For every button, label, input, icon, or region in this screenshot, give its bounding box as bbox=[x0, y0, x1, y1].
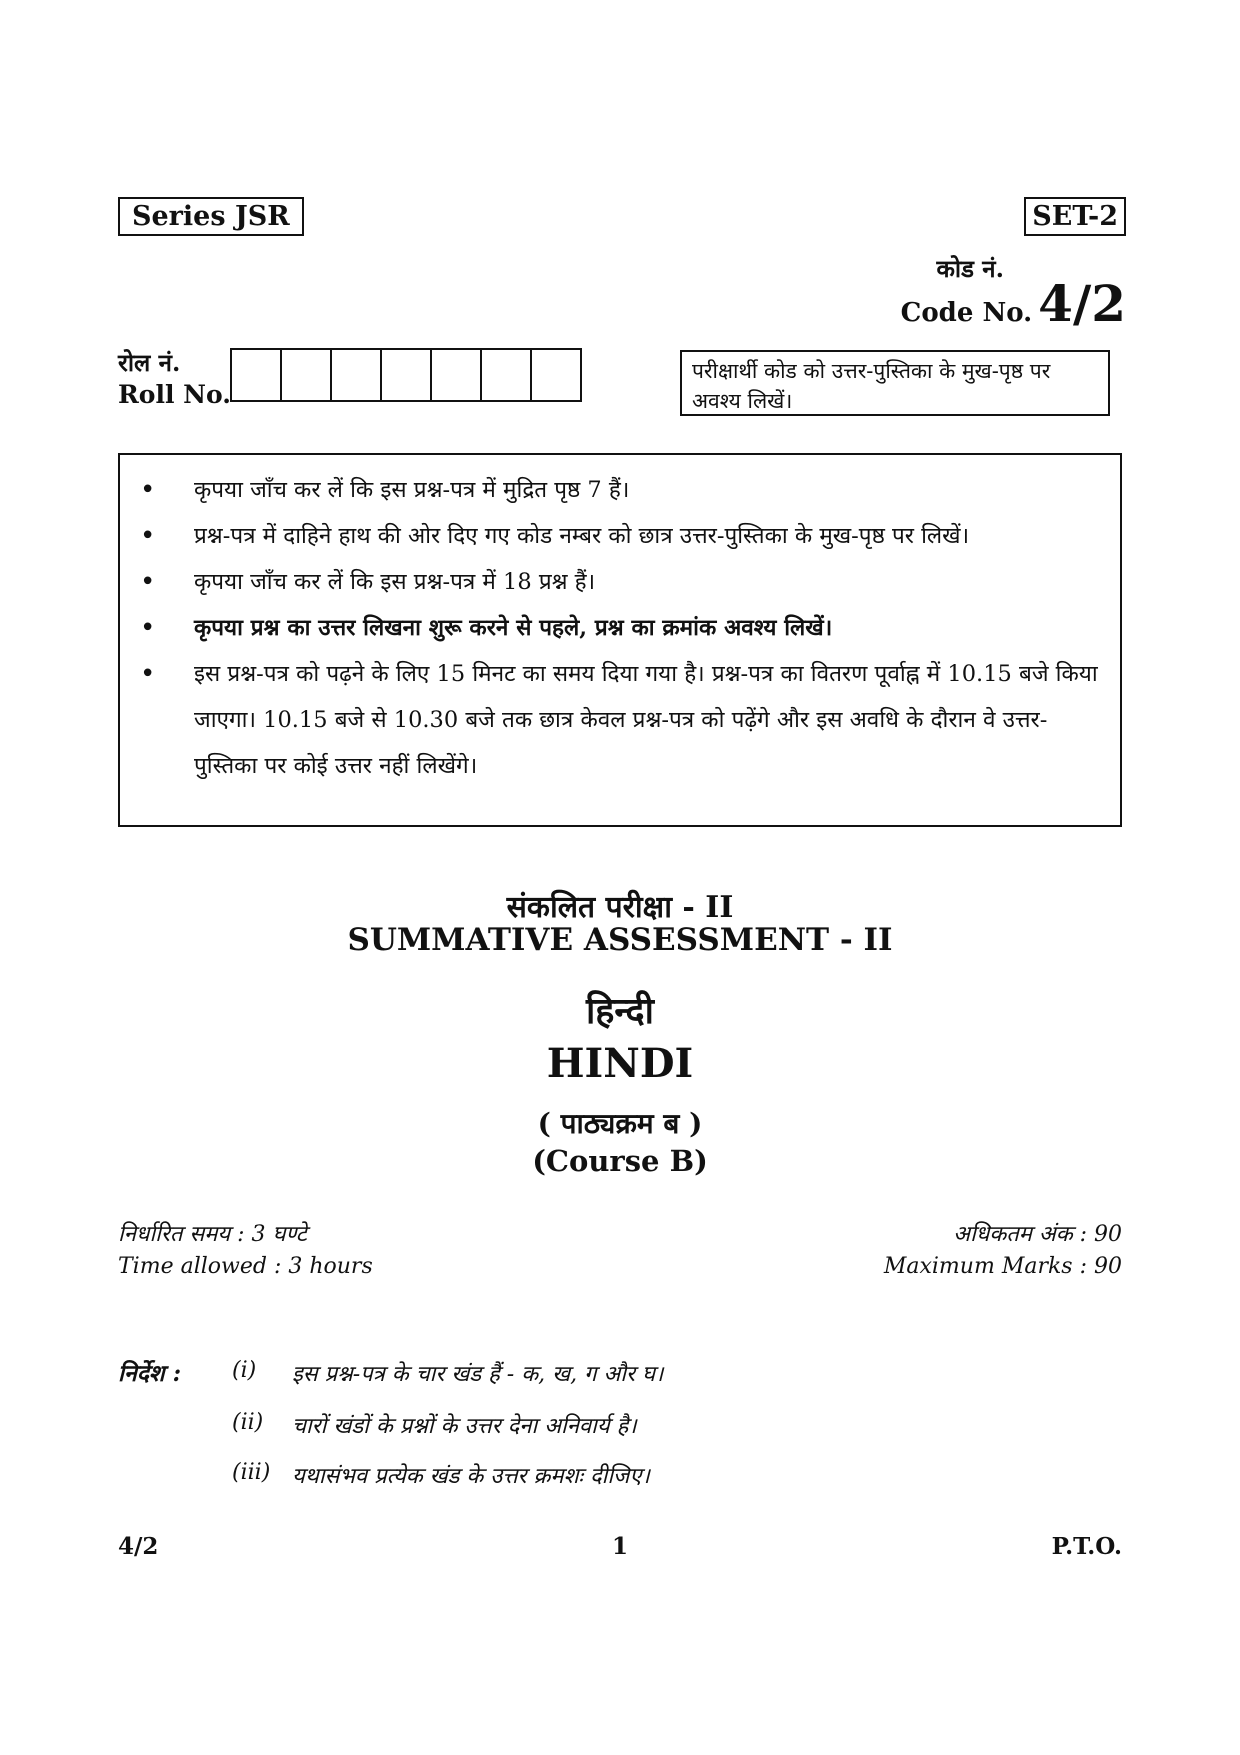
roll-digit-box bbox=[332, 348, 382, 402]
time-allowed-hindi: निर्धारित समय : 3 घण्टे bbox=[118, 1222, 307, 1247]
roll-label-hindi: रोल नं. bbox=[118, 348, 181, 377]
roll-label-english: Roll No. bbox=[118, 380, 231, 409]
maximum-marks-english: Maximum Marks : 90 bbox=[883, 1254, 1122, 1279]
instruction-text: प्रश्न-पत्र में दाहिने हाथ की ओर दिए गए कोड नम्बर को छात्र उत्तर-पुस्तिका के मुख-पृष्ठ पर लिखें। bbox=[194, 523, 970, 549]
bullet-icon: • bbox=[140, 613, 156, 643]
roll-number-boxes bbox=[230, 348, 582, 402]
directions-label: निर्देश : bbox=[118, 1360, 182, 1387]
subject-hindi: हिन्दी bbox=[585, 990, 654, 1032]
roll-digit-box bbox=[282, 348, 332, 402]
exam-title-hindi: संकलित परीक्षा - II bbox=[506, 890, 734, 925]
bullet-icon: • bbox=[140, 659, 156, 689]
instruction-text: कृपया प्रश्न का उत्तर लिखना शुरू करने से पहले, प्रश्न का क्रमांक अवश्य लिखें। bbox=[194, 615, 833, 641]
instruction-item bbox=[134, 467, 1106, 513]
code-label-english: Code No. bbox=[900, 298, 1033, 328]
instruction-item bbox=[134, 513, 1106, 559]
exam-title-english: SUMMATIVE ASSESSMENT - II bbox=[347, 922, 893, 958]
bullet-icon: • bbox=[140, 475, 156, 505]
roll-digit-box bbox=[482, 348, 532, 402]
instructions-box bbox=[118, 453, 1122, 827]
direction-item bbox=[232, 1358, 663, 1388]
roll-digit-box bbox=[382, 348, 432, 402]
code-number: 4/2 bbox=[1038, 274, 1126, 333]
series-label: Series JSR bbox=[118, 197, 304, 236]
set-label: SET-2 bbox=[1024, 197, 1126, 236]
time-allowed-english: Time allowed : 3 hours bbox=[118, 1254, 373, 1279]
roll-digit-box bbox=[532, 348, 582, 402]
pto-label: P.T.O. bbox=[1051, 1533, 1122, 1560]
direction-number: (ii) bbox=[232, 1410, 264, 1435]
instruction-text: कृपया जाँच कर लें कि इस प्रश्न-पत्र में 18 प्रश्न हैं। bbox=[194, 569, 596, 595]
roll-digit-box bbox=[432, 348, 482, 402]
candidate-code-note: परीक्षार्थी कोड को उत्तर-पुस्तिका के मुख-पृष्ठ पर अवश्य लिखें। bbox=[680, 350, 1110, 416]
code-number-block bbox=[901, 274, 1126, 333]
instruction-text: इस प्रश्न-पत्र को पढ़ने के लिए 15 मिनट का समय दिया गया है। प्रश्न-पत्र का वितरण पूर्वाह्न में 10.15 बजे किया जाएगा। 10.15 बजे से 10.30 बजे तक छात्र केवल प्रश्न-पत्र को पढ़ेंगे और इस अवधि के दौरान वे उत्तर-पुस्तिका पर कोई उत्तर नहीं लिखेंगे। bbox=[194, 661, 1098, 779]
page-number: 1 bbox=[611, 1533, 628, 1560]
instruction-item bbox=[134, 605, 1106, 651]
direction-number: (i) bbox=[232, 1358, 257, 1383]
direction-item bbox=[232, 1410, 637, 1440]
direction-number: (iii) bbox=[232, 1460, 271, 1485]
maximum-marks-hindi: अधिकतम अंक : 90 bbox=[953, 1222, 1122, 1247]
direction-text: चारों खंडों के प्रश्नों के उत्तर देना अनिवार्य है। bbox=[292, 1414, 637, 1439]
instruction-text: कृपया जाँच कर लें कि इस प्रश्न-पत्र में मुद्रित पृष्ठ 7 हैं। bbox=[194, 477, 630, 503]
code-label-hindi: कोड नं. bbox=[936, 254, 1004, 283]
bullet-icon: • bbox=[140, 521, 156, 551]
direction-item bbox=[232, 1460, 650, 1490]
direction-text: इस प्रश्न-पत्र के चार खंड हैं - क, ख, ग और घ। bbox=[292, 1362, 664, 1387]
instruction-item bbox=[134, 559, 1106, 605]
subject-english: HINDI bbox=[546, 1040, 694, 1087]
instruction-item bbox=[134, 651, 1106, 789]
bullet-icon: • bbox=[140, 567, 156, 597]
footer-code: 4/2 bbox=[118, 1533, 159, 1560]
course-hindi: ( पाठ्यक्रम ब ) bbox=[537, 1107, 703, 1140]
roll-digit-box bbox=[232, 348, 282, 402]
course-english: (Course B) bbox=[532, 1144, 708, 1178]
direction-text: यथासंभव प्रत्येक खंड के उत्तर क्रमशः दीजिए। bbox=[292, 1464, 650, 1489]
